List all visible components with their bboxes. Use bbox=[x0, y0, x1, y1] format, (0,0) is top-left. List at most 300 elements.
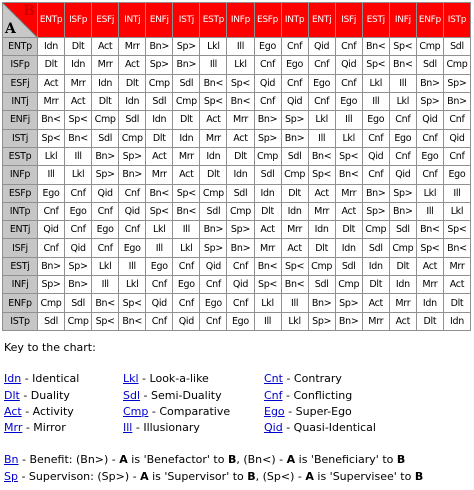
relation-cell: Bn> bbox=[92, 148, 118, 165]
relation-cell: Sdl bbox=[417, 56, 443, 73]
relation-cell: Idn bbox=[146, 111, 172, 128]
relation-cell: Sp< bbox=[173, 185, 199, 202]
relation-cell: Cnf bbox=[255, 56, 281, 73]
relation-cell: Cmp bbox=[173, 93, 199, 110]
supervision-text-4: is 'Supervisee' to bbox=[313, 470, 415, 483]
key-item bbox=[123, 389, 222, 403]
relation-cell: Cnf bbox=[119, 221, 145, 238]
relation-cell: Cnf bbox=[336, 38, 362, 55]
relation-cell: Sp< bbox=[92, 313, 118, 330]
relation-cell: Sdl bbox=[173, 75, 199, 92]
relation-cell: Cnf bbox=[282, 38, 308, 55]
column-header-infj: INFj bbox=[390, 3, 416, 37]
relation-cell: Qid bbox=[38, 221, 64, 238]
row-header-intj: INTj bbox=[3, 93, 37, 110]
relation-cell: Bn< bbox=[92, 294, 118, 311]
relation-cell: Cnf bbox=[92, 239, 118, 256]
relation-cell: Mrr bbox=[336, 185, 362, 202]
relation-cell: Bn< bbox=[282, 276, 308, 293]
key-abbr-link[interactable]: Ill bbox=[123, 421, 133, 434]
relation-cell: Cnf bbox=[200, 276, 226, 293]
key-description: - Illusionary bbox=[132, 421, 200, 434]
relation-cell: Sdl bbox=[444, 38, 470, 55]
column-header-estj: ESTj bbox=[363, 3, 389, 37]
supervision-note bbox=[4, 470, 423, 484]
relation-cell: Cmp bbox=[336, 276, 362, 293]
relation-cell: Act bbox=[227, 130, 253, 147]
key-description: - Look-a-like bbox=[138, 372, 209, 385]
key-description: - Identical bbox=[21, 372, 80, 385]
relation-cell: Mrr bbox=[173, 148, 199, 165]
chart-corner bbox=[3, 3, 37, 37]
relation-cell: Bn> bbox=[444, 93, 470, 110]
relation-cell: Lkl bbox=[119, 276, 145, 293]
relation-cell: Act bbox=[65, 93, 91, 110]
key-abbr-link[interactable]: Qid bbox=[264, 421, 283, 434]
relation-cell: Sp> bbox=[65, 258, 91, 275]
relation-cell: Sp< bbox=[417, 239, 443, 256]
relation-cell: Cnf bbox=[255, 93, 281, 110]
benefit-link[interactable]: Bn bbox=[4, 453, 19, 466]
relation-cell: Dlt bbox=[444, 294, 470, 311]
relation-cell: Bn< bbox=[309, 148, 335, 165]
key-item bbox=[264, 389, 352, 403]
relation-cell: Cmp bbox=[282, 166, 308, 183]
row-header-isfj: ISFj bbox=[3, 239, 37, 256]
relation-cell: Ill bbox=[38, 166, 64, 183]
relation-cell: Sp> bbox=[227, 221, 253, 238]
key-description: - Activity bbox=[21, 405, 74, 418]
relation-cell: Qid bbox=[173, 313, 199, 330]
relation-cell: Ill bbox=[173, 221, 199, 238]
column-header-istp: ISTp bbox=[444, 3, 470, 37]
relation-cell: Sdl bbox=[309, 276, 335, 293]
relation-cell: Ego bbox=[255, 38, 281, 55]
relation-cell: Cnf bbox=[227, 294, 253, 311]
relation-cell: Dlt bbox=[363, 276, 389, 293]
key-item bbox=[4, 389, 70, 403]
column-header-istj: ISTj bbox=[173, 3, 199, 37]
row-header-entp: ENTp bbox=[3, 38, 37, 55]
relation-cell: Bn< bbox=[146, 185, 172, 202]
relation-cell: Cnf bbox=[227, 258, 253, 275]
relation-cell: Qid bbox=[363, 148, 389, 165]
relation-cell: Lkl bbox=[255, 294, 281, 311]
relation-cell: Cnf bbox=[92, 203, 118, 220]
relation-cell: Lkl bbox=[92, 258, 118, 275]
relation-cell: Idn bbox=[200, 148, 226, 165]
relation-cell: Mrr bbox=[200, 130, 226, 147]
relation-cell: Sp< bbox=[336, 148, 362, 165]
key-description: - Conflicting bbox=[282, 389, 353, 402]
relation-cell: Dlt bbox=[255, 203, 281, 220]
relation-cell: Sp< bbox=[363, 56, 389, 73]
relation-cell: Dlt bbox=[200, 166, 226, 183]
relation-cell: Qid bbox=[282, 93, 308, 110]
relation-cell: Bn> bbox=[255, 111, 281, 128]
relation-cell: Sdl bbox=[363, 239, 389, 256]
key-abbr-link[interactable]: Dlt bbox=[4, 389, 20, 402]
relation-cell: Bn< bbox=[65, 130, 91, 147]
relation-cell: Act bbox=[417, 258, 443, 275]
key-abbr-link[interactable]: Cnf bbox=[264, 389, 283, 402]
relation-cell: Cnf bbox=[146, 276, 172, 293]
key-abbr-link[interactable]: Cnt bbox=[264, 372, 283, 385]
supervision-b2: B bbox=[414, 470, 424, 483]
relation-cell: Act bbox=[146, 148, 172, 165]
column-header-enfj: ENFj bbox=[146, 3, 172, 37]
key-abbr-link[interactable]: Sdl bbox=[123, 389, 141, 402]
relation-cell: Ill bbox=[363, 93, 389, 110]
relation-cell: Act bbox=[282, 239, 308, 256]
relation-cell: Ill bbox=[227, 38, 253, 55]
relation-cell: Ego bbox=[417, 148, 443, 165]
relation-cell: Dlt bbox=[309, 239, 335, 256]
relation-cell: Idn bbox=[390, 276, 416, 293]
relation-cell: Dlt bbox=[38, 56, 64, 73]
relation-cell: Lkl bbox=[146, 221, 172, 238]
benefit-a2: A bbox=[286, 453, 296, 466]
row-header-istp: ISTp bbox=[3, 313, 37, 330]
supervision-link[interactable]: Sp bbox=[4, 470, 18, 483]
relation-cell: Ego bbox=[309, 75, 335, 92]
benefit-text-1: - Benefit: (Bn>) - bbox=[18, 453, 120, 466]
corner-label-b: B bbox=[23, 3, 35, 19]
key-item bbox=[264, 421, 376, 435]
relation-cell: Mrr bbox=[65, 75, 91, 92]
relation-cell: Sp> bbox=[200, 239, 226, 256]
relation-cell: Dlt bbox=[336, 221, 362, 238]
relation-cell: Mrr bbox=[38, 93, 64, 110]
key-description: - Semi-Duality bbox=[140, 389, 222, 402]
row-header-enfp: ENFp bbox=[3, 294, 37, 311]
relation-cell: Act bbox=[92, 38, 118, 55]
relation-cell: Mrr bbox=[282, 221, 308, 238]
relation-cell: Cmp bbox=[146, 75, 172, 92]
row-header-esfj: ESFj bbox=[3, 75, 37, 92]
relation-cell: Cmp bbox=[65, 313, 91, 330]
relation-cell: Qid bbox=[390, 166, 416, 183]
relation-cell: Qid bbox=[336, 56, 362, 73]
corner-label-a: A bbox=[5, 21, 16, 37]
relation-cell: Cmp bbox=[227, 203, 253, 220]
relation-cell: Qid bbox=[255, 75, 281, 92]
relation-cell: Cmp bbox=[119, 130, 145, 147]
relation-cell: Cnf bbox=[173, 258, 199, 275]
relation-cell: Idn bbox=[119, 93, 145, 110]
relation-cell: Act bbox=[255, 221, 281, 238]
relation-cell: Cnf bbox=[173, 294, 199, 311]
relation-cell: Lkl bbox=[444, 203, 470, 220]
relation-cell: Sdl bbox=[65, 294, 91, 311]
key-abbr-link[interactable]: Cmp bbox=[123, 405, 149, 418]
relation-cell: Dlt bbox=[417, 313, 443, 330]
relation-cell: Sp< bbox=[309, 166, 335, 183]
relation-cell: Ill bbox=[119, 258, 145, 275]
key-description: - Quasi-Identical bbox=[282, 421, 376, 434]
relation-cell: Bn< bbox=[227, 93, 253, 110]
key-item bbox=[264, 372, 342, 386]
relation-cell: Sdl bbox=[38, 313, 64, 330]
benefit-b2: B bbox=[396, 453, 406, 466]
key-description: - Contrary bbox=[282, 372, 342, 385]
row-header-estj: ESTj bbox=[3, 258, 37, 275]
relation-cell: Bn< bbox=[444, 239, 470, 256]
relation-cell: Idn bbox=[38, 38, 64, 55]
relation-cell: Idn bbox=[417, 294, 443, 311]
relation-cell: Sp> bbox=[363, 203, 389, 220]
relation-cell: Sdl bbox=[227, 185, 253, 202]
relation-cell: Cnf bbox=[444, 148, 470, 165]
relation-cell: Act bbox=[200, 111, 226, 128]
relation-cell: Qid bbox=[227, 276, 253, 293]
relation-cell: Idn bbox=[363, 258, 389, 275]
relation-cell: Sp> bbox=[282, 111, 308, 128]
relation-cell: Cnf bbox=[444, 111, 470, 128]
relation-cell: Mrr bbox=[146, 166, 172, 183]
column-header-isfj: ISFj bbox=[336, 3, 362, 37]
relation-cell: Sdl bbox=[119, 111, 145, 128]
relation-cell: Ego bbox=[92, 221, 118, 238]
relation-cell: Mrr bbox=[255, 239, 281, 256]
relation-cell: Bn> bbox=[309, 294, 335, 311]
relation-cell: Lkl bbox=[38, 148, 64, 165]
key-abbr-link[interactable]: Act bbox=[4, 405, 22, 418]
supervision-a2: A bbox=[305, 470, 314, 483]
relation-cell: Sp< bbox=[255, 276, 281, 293]
key-item bbox=[123, 372, 209, 386]
relation-cell: Lkl bbox=[417, 185, 443, 202]
relation-cell: Cmp bbox=[255, 148, 281, 165]
relation-cell: Ill bbox=[146, 239, 172, 256]
relation-cell: Bn> bbox=[200, 221, 226, 238]
relation-cell: Mrr bbox=[363, 313, 389, 330]
key-abbr-link[interactable]: Idn bbox=[4, 372, 22, 385]
relation-cell: Ego bbox=[227, 313, 253, 330]
relation-cell: Qid bbox=[417, 111, 443, 128]
relation-cell: Sp> bbox=[255, 130, 281, 147]
relation-cell: Cnf bbox=[417, 166, 443, 183]
relation-cell: Cmp bbox=[309, 258, 335, 275]
relation-cell: Cnf bbox=[119, 185, 145, 202]
relation-cell: Cnf bbox=[363, 166, 389, 183]
column-header-intp: INTp bbox=[282, 3, 308, 37]
benefit-text-3: , (Bn<) - bbox=[236, 453, 287, 466]
relation-cell: Sp< bbox=[227, 75, 253, 92]
relation-cell: Cmp bbox=[390, 239, 416, 256]
relation-cell: Ill bbox=[200, 56, 226, 73]
relation-cell: Cnf bbox=[309, 93, 335, 110]
relation-cell: Qid bbox=[119, 203, 145, 220]
relation-cell: Idn bbox=[173, 130, 199, 147]
relation-cell: Mrr bbox=[119, 38, 145, 55]
relation-cell: Idn bbox=[255, 185, 281, 202]
relation-cell: Sdl bbox=[390, 221, 416, 238]
relation-cell: Ego bbox=[390, 130, 416, 147]
relation-cell: Cnf bbox=[390, 148, 416, 165]
relation-cell: Bn> bbox=[282, 130, 308, 147]
relation-cell: Act bbox=[390, 313, 416, 330]
relation-cell: Bn< bbox=[417, 221, 443, 238]
relation-cell: Sp> bbox=[336, 294, 362, 311]
benefit-text-4: is 'Beneficiary' to bbox=[295, 453, 397, 466]
relation-cell: Act bbox=[173, 166, 199, 183]
relation-cell: Mrr bbox=[309, 203, 335, 220]
relation-cell: Mrr bbox=[417, 276, 443, 293]
relation-cell: Sp> bbox=[38, 276, 64, 293]
relation-cell: Ill bbox=[255, 313, 281, 330]
relation-cell: Bn> bbox=[119, 166, 145, 183]
key-abbr-link[interactable]: Ego bbox=[264, 405, 285, 418]
relation-cell: Cnf bbox=[200, 313, 226, 330]
relation-cell: Mrr bbox=[92, 56, 118, 73]
relation-cell: Sp> bbox=[390, 185, 416, 202]
relation-cell: Cnf bbox=[65, 185, 91, 202]
relation-cell: Qid bbox=[200, 258, 226, 275]
relation-cell: Ego bbox=[282, 56, 308, 73]
relation-cell: Dlt bbox=[282, 185, 308, 202]
relation-cell: Cnf bbox=[146, 313, 172, 330]
relation-cell: Ill bbox=[65, 148, 91, 165]
column-header-infp: INFp bbox=[227, 3, 253, 37]
relation-cell: Sp> bbox=[309, 313, 335, 330]
relation-cell: Sp> bbox=[417, 93, 443, 110]
relation-cell: Ill bbox=[92, 276, 118, 293]
relation-cell: Ego bbox=[336, 93, 362, 110]
column-header-intj: INTj bbox=[119, 3, 145, 37]
relation-cell: Qid bbox=[92, 185, 118, 202]
key-item bbox=[4, 372, 79, 386]
relation-cell: Cnf bbox=[65, 221, 91, 238]
key-item bbox=[123, 421, 200, 435]
relation-cell: Lkl bbox=[227, 56, 253, 73]
relation-cell: Bn> bbox=[227, 239, 253, 256]
column-header-esfp: ESFp bbox=[255, 3, 281, 37]
relation-cell: Bn> bbox=[417, 75, 443, 92]
relation-cell: Qid bbox=[444, 130, 470, 147]
relation-cell: Cnf bbox=[390, 111, 416, 128]
benefit-a1: A bbox=[119, 453, 128, 466]
relation-cell: Bn> bbox=[336, 313, 362, 330]
key-description: - Duality bbox=[19, 389, 70, 402]
relation-cell: Dlt bbox=[227, 148, 253, 165]
key-description: - Comparative bbox=[148, 405, 231, 418]
relation-cell: Ill bbox=[336, 111, 362, 128]
key-description: - Mirror bbox=[22, 421, 66, 434]
column-header-entj: ENTj bbox=[309, 3, 335, 37]
benefit-text-2: is 'Benefactor' to bbox=[127, 453, 228, 466]
relation-cell: Dlt bbox=[173, 111, 199, 128]
relation-cell: Act bbox=[363, 294, 389, 311]
relation-cell: Cmp bbox=[200, 185, 226, 202]
relation-cell: Bn< bbox=[363, 38, 389, 55]
relation-cell: Cmp bbox=[417, 38, 443, 55]
column-header-entp: ENTp bbox=[38, 3, 64, 37]
relation-cell: Act bbox=[336, 203, 362, 220]
relation-cell: Sp< bbox=[200, 93, 226, 110]
relation-cell: Sp< bbox=[119, 294, 145, 311]
key-description: - Super-Ego bbox=[284, 405, 352, 418]
relation-cell: Bn> bbox=[390, 203, 416, 220]
relation-cell: Ego bbox=[65, 203, 91, 220]
benefit-note bbox=[4, 453, 405, 467]
column-header-enfp: ENFp bbox=[417, 3, 443, 37]
relation-cell: Cmp bbox=[38, 294, 64, 311]
relation-cell: Idn bbox=[65, 56, 91, 73]
column-header-isfp: ISFp bbox=[65, 3, 91, 37]
relation-cell: Cnf bbox=[336, 75, 362, 92]
relation-cell: Idn bbox=[444, 313, 470, 330]
relation-cell: Act bbox=[309, 185, 335, 202]
relation-cell: Sp< bbox=[282, 258, 308, 275]
relation-cell: Cnf bbox=[309, 56, 335, 73]
relation-cell: Idn bbox=[336, 239, 362, 256]
relation-cell: Act bbox=[38, 75, 64, 92]
relation-cell: Lkl bbox=[309, 111, 335, 128]
relation-cell: Lkl bbox=[390, 93, 416, 110]
column-header-estp: ESTp bbox=[200, 3, 226, 37]
key-abbr-link[interactable]: Mrr bbox=[4, 421, 23, 434]
relation-cell: Sdl bbox=[146, 93, 172, 110]
relation-cell: Ego bbox=[444, 166, 470, 183]
relation-cell: Bn< bbox=[38, 111, 64, 128]
relation-cell: Sp> bbox=[119, 148, 145, 165]
relation-cell: Lkl bbox=[363, 75, 389, 92]
relation-cell: Dlt bbox=[390, 258, 416, 275]
relation-cell: Sp> bbox=[173, 38, 199, 55]
relation-cell: Cmp bbox=[363, 221, 389, 238]
row-header-enfj: ENFj bbox=[3, 111, 37, 128]
row-header-entj: ENTj bbox=[3, 221, 37, 238]
relation-cell: Idn bbox=[309, 221, 335, 238]
relation-cell: Sp< bbox=[146, 203, 172, 220]
relation-cell: Bn> bbox=[38, 258, 64, 275]
relation-cell: Bn< bbox=[255, 258, 281, 275]
relation-cell: Sp> bbox=[92, 166, 118, 183]
supervision-text-1: - Supervison: (Sp>) - bbox=[17, 470, 141, 483]
relation-cell: Ego bbox=[146, 258, 172, 275]
relation-cell: Sp< bbox=[444, 221, 470, 238]
relation-cell: Cmp bbox=[92, 111, 118, 128]
relation-cell: Cnf bbox=[417, 130, 443, 147]
row-header-esfp: ESFp bbox=[3, 185, 37, 202]
relation-cell: Sp> bbox=[146, 56, 172, 73]
benefit-b1: B bbox=[227, 453, 237, 466]
relation-cell: Sdl bbox=[200, 203, 226, 220]
column-header-esfj: ESFj bbox=[92, 3, 118, 37]
row-header-infj: INFj bbox=[3, 276, 37, 293]
relation-cell: Lkl bbox=[336, 130, 362, 147]
row-header-istj: ISTj bbox=[3, 130, 37, 147]
relation-cell: Dlt bbox=[92, 93, 118, 110]
relation-cell: Dlt bbox=[146, 130, 172, 147]
relation-cell: Bn> bbox=[146, 38, 172, 55]
relation-cell: Bn< bbox=[119, 313, 145, 330]
supervision-b1: B bbox=[247, 470, 256, 483]
relation-cell: Cnf bbox=[38, 239, 64, 256]
row-header-intp: INTp bbox=[3, 203, 37, 220]
relation-cell: Bn< bbox=[390, 56, 416, 73]
relation-cell: Sdl bbox=[92, 130, 118, 147]
relation-cell: Ill bbox=[282, 294, 308, 311]
row-header-estp: ESTp bbox=[3, 148, 37, 165]
relation-cell: Sdl bbox=[336, 258, 362, 275]
relation-cell: Bn< bbox=[200, 75, 226, 92]
key-item bbox=[264, 405, 352, 419]
relation-cell: Qid bbox=[65, 239, 91, 256]
key-abbr-link[interactable]: Lkl bbox=[123, 372, 139, 385]
relation-cell: Qid bbox=[309, 38, 335, 55]
